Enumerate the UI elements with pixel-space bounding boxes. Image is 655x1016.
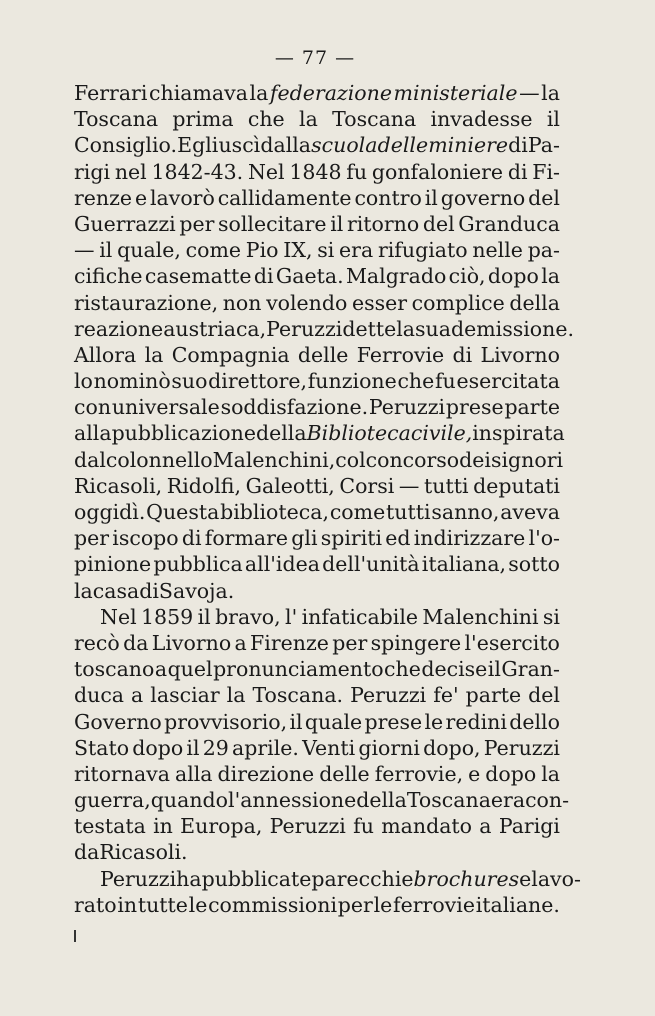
word: commissioni	[208, 892, 338, 917]
word: alla	[174, 761, 213, 786]
word: guerra,	[74, 788, 151, 813]
word: in	[153, 814, 173, 839]
word: dopo	[485, 761, 537, 786]
word: Stato	[74, 735, 130, 760]
word: il	[99, 238, 113, 263]
word: Europa,	[180, 814, 263, 839]
word: Biblioteca	[306, 421, 411, 446]
text-line	[74, 604, 560, 630]
word: Peruzzi	[100, 866, 177, 891]
word: Venti	[302, 735, 356, 760]
word: bravo,	[215, 604, 281, 629]
word: con	[74, 395, 112, 420]
word: duca	[74, 683, 125, 708]
word: dello	[509, 709, 560, 734]
word: nelle	[472, 238, 523, 263]
word: dopo	[132, 735, 184, 760]
word: Ridolfi,	[166, 473, 241, 498]
word: la	[144, 342, 164, 367]
word: —	[398, 473, 420, 498]
word: non	[222, 290, 262, 315]
word: a	[154, 657, 168, 682]
word: la	[541, 81, 560, 105]
word: sotto	[508, 552, 560, 577]
word: direttore,	[208, 369, 308, 394]
word: Ferrari	[74, 81, 148, 105]
word: uscì	[218, 133, 261, 158]
word: IX,	[283, 238, 313, 263]
word: pronunciamento	[213, 657, 384, 682]
word: la	[226, 683, 246, 708]
word: era	[490, 788, 526, 813]
word: federazione	[269, 81, 392, 105]
word: il	[289, 709, 303, 734]
word: e	[468, 761, 481, 786]
word: fe'	[433, 683, 459, 708]
word: fu	[434, 369, 456, 394]
word: il	[197, 604, 211, 629]
word: pubblicate	[201, 866, 312, 891]
word: ha	[176, 866, 202, 891]
text-line	[74, 316, 574, 342]
word: ritornava	[74, 761, 170, 786]
word: del	[422, 211, 455, 236]
word: iscopo	[112, 526, 179, 551]
word: Malenchini	[422, 604, 539, 629]
word: di	[507, 159, 528, 184]
word: Ferrovie	[356, 342, 445, 367]
word: Toscana.	[252, 683, 344, 708]
word: Peruzzi	[266, 316, 343, 341]
word: tutti	[386, 500, 431, 524]
word: la	[249, 81, 269, 105]
word: l'esercito	[464, 630, 560, 655]
word: aprile.	[232, 735, 299, 760]
word: dopo	[487, 264, 539, 289]
word: parecchie	[311, 866, 414, 891]
word: si	[542, 604, 560, 629]
word: sua	[415, 316, 451, 341]
word: oggidì.	[74, 500, 146, 524]
word: 1848	[289, 159, 342, 184]
word: a	[234, 630, 247, 655]
word: formare	[204, 526, 289, 551]
text-line	[74, 237, 560, 263]
word: parte	[465, 683, 522, 708]
word: come	[185, 238, 242, 263]
word: e	[519, 866, 532, 891]
word: casa	[92, 578, 140, 603]
word: di	[508, 133, 528, 158]
word: ciò,	[448, 264, 486, 289]
word: di	[452, 342, 473, 367]
word: chiamava	[149, 81, 248, 105]
word: Savoja.	[158, 578, 235, 603]
word: invadesse	[430, 107, 533, 132]
text-line	[74, 735, 560, 761]
word: Peruzzi	[368, 395, 446, 420]
word: era	[339, 238, 374, 263]
text-line	[74, 420, 565, 446]
word: del	[528, 185, 560, 210]
text-line	[74, 473, 560, 499]
text-line	[74, 368, 560, 394]
word: il	[546, 107, 560, 132]
word: l'annessione	[228, 788, 357, 813]
word: Fi-	[532, 159, 560, 184]
text-line	[74, 80, 560, 106]
word: di	[181, 526, 202, 551]
word: Governo	[74, 709, 162, 734]
word: Allora	[74, 342, 137, 367]
word: Nel	[247, 159, 285, 184]
word: spiriti	[320, 526, 383, 551]
word: la	[74, 578, 93, 603]
word: Parigi	[498, 814, 560, 839]
word: tutte	[137, 892, 188, 917]
word: gli	[291, 526, 318, 551]
word: quando	[150, 788, 229, 813]
word: quel	[167, 657, 213, 682]
word: spingere	[370, 630, 462, 655]
word: Nel	[100, 604, 137, 629]
word: la	[396, 316, 415, 341]
text-line	[74, 892, 560, 918]
word: dell'unità	[322, 552, 420, 577]
word: lavo-	[531, 866, 581, 891]
text-line	[74, 813, 560, 839]
margin-mark	[74, 930, 76, 942]
word: della	[255, 421, 307, 446]
word: delle	[377, 133, 429, 158]
text-line	[74, 761, 560, 787]
word: contro	[354, 185, 422, 210]
text-line	[74, 866, 581, 892]
word: Toscana	[332, 107, 417, 132]
word: pinione	[74, 552, 152, 577]
word: ferrovie	[393, 892, 475, 917]
word: Compagnia	[171, 342, 290, 367]
word: delle	[297, 342, 349, 367]
word: pubblica	[153, 552, 243, 577]
word: mandato	[381, 814, 472, 839]
word: l'	[285, 604, 298, 629]
word: —	[519, 81, 540, 105]
word: dei	[459, 447, 491, 472]
word: il	[330, 211, 344, 236]
word: le	[188, 892, 208, 917]
word: della	[356, 788, 407, 813]
word: per	[179, 211, 215, 236]
word: provvisorio,	[164, 709, 288, 734]
word: che	[397, 369, 435, 394]
text-line	[74, 499, 560, 525]
word: tutti	[424, 473, 469, 498]
word: ritorno	[346, 211, 420, 236]
word: dopo,	[423, 735, 481, 760]
text-line	[74, 342, 560, 368]
word: da	[74, 840, 100, 865]
word: dal	[74, 447, 106, 472]
word: che	[247, 107, 285, 132]
text-line	[74, 787, 570, 813]
word: il	[487, 657, 501, 682]
word: la	[541, 761, 560, 786]
word: esercitata	[456, 369, 560, 394]
word: come	[329, 500, 386, 524]
word: Peruzzi	[483, 735, 560, 760]
word: prese	[364, 709, 423, 734]
word: universale	[111, 395, 220, 420]
text-line	[74, 159, 560, 185]
word: soddisfazione.	[220, 395, 369, 420]
word: civile,	[410, 421, 473, 446]
word: Ricasoli,	[74, 473, 163, 498]
text-line	[74, 630, 560, 656]
word: lo	[74, 369, 93, 394]
word: Ricasoli.	[99, 840, 188, 865]
word: Toscana	[74, 107, 159, 132]
word: ristaurazione,	[74, 290, 219, 315]
word: Malgrado	[345, 264, 447, 289]
word: prima	[172, 107, 234, 132]
word: Malenchini,	[212, 447, 336, 472]
word: dette	[342, 316, 397, 341]
word: aveva	[500, 500, 560, 524]
text-line	[74, 394, 560, 420]
text-line	[74, 185, 560, 211]
word: alla	[74, 421, 112, 446]
word: gonfaloniere	[371, 159, 504, 184]
word: toscano	[74, 657, 155, 682]
word: rigi	[74, 159, 111, 184]
word: sanno,	[431, 500, 500, 524]
word: Livorno	[151, 630, 232, 655]
word: biblioteca,	[220, 500, 329, 524]
word: ferrovie,	[374, 761, 464, 786]
word: le	[424, 709, 444, 734]
word: la	[541, 264, 560, 289]
text-line	[74, 447, 564, 473]
word: Pio	[245, 238, 279, 263]
word: demissione.	[450, 316, 574, 341]
word: nominò	[93, 369, 171, 394]
word: Galeotti,	[245, 473, 335, 498]
word: 29	[202, 735, 229, 760]
text-line	[74, 132, 560, 158]
word: funzione	[307, 369, 397, 394]
word: si	[317, 238, 335, 263]
word: 1859	[141, 604, 194, 629]
word: Livorno	[480, 342, 560, 367]
word: 1842-43.	[151, 159, 244, 184]
word: a	[479, 814, 492, 839]
word: miniere	[428, 133, 509, 158]
word: direzione	[217, 761, 315, 786]
word: per	[74, 526, 110, 551]
word: lasciar	[150, 683, 220, 708]
word: di	[139, 578, 159, 603]
word: Firenze	[250, 630, 329, 655]
word: e	[134, 185, 148, 210]
page-number: — 77 —	[274, 47, 356, 69]
word: austriaca,	[163, 316, 267, 341]
word: da	[123, 630, 149, 655]
word: Corsi	[339, 473, 395, 498]
word: il	[186, 735, 200, 760]
word: Granduca	[458, 211, 560, 236]
word: italiana,	[421, 552, 507, 577]
word: decise	[421, 657, 488, 682]
word: recò	[74, 630, 120, 655]
word: la	[299, 107, 318, 132]
word: pubblicazione	[111, 421, 256, 446]
word: con-	[525, 788, 570, 813]
word: di	[253, 264, 274, 289]
word: le	[373, 892, 393, 917]
text-line	[74, 656, 560, 682]
word: fu	[346, 159, 368, 184]
text-line	[74, 525, 560, 551]
text-line	[74, 839, 560, 865]
word: del	[528, 683, 560, 708]
word: Toscana	[406, 788, 491, 813]
word: scuola	[311, 133, 378, 158]
word: giorni	[358, 735, 420, 760]
text-line	[74, 682, 560, 708]
word: quale,	[117, 238, 181, 263]
word: il	[424, 185, 438, 210]
word: prese	[445, 395, 504, 420]
word: Questa	[146, 500, 220, 524]
word: pa-	[527, 238, 560, 263]
body-text	[74, 80, 581, 918]
word: per	[332, 630, 368, 655]
word: indirizzare	[413, 526, 526, 551]
word: concorso	[365, 447, 460, 472]
text-line	[74, 106, 560, 132]
word: redini	[445, 709, 507, 734]
word: esser	[351, 290, 408, 315]
word: renze	[74, 185, 133, 210]
word: signori	[490, 447, 564, 472]
word: all'idea	[244, 552, 320, 577]
text-line	[74, 578, 560, 604]
word: volendo	[266, 290, 348, 315]
word: l'o-	[528, 526, 560, 551]
word: complice	[411, 290, 505, 315]
word: delle	[319, 761, 370, 786]
word: Peruzzi	[350, 683, 427, 708]
text-line	[74, 551, 560, 577]
word: Pa-	[527, 133, 560, 158]
word: governo	[440, 185, 526, 210]
word: quale	[304, 709, 363, 734]
word: fu	[353, 814, 374, 839]
word: callidamente	[217, 185, 352, 210]
word: per	[337, 892, 373, 917]
word: brochures	[413, 866, 520, 891]
word: infaticabile	[301, 604, 419, 629]
text-line	[74, 263, 560, 289]
word: lavorò	[149, 185, 215, 210]
word: rifugiato	[377, 238, 468, 263]
word: Gaeta.	[275, 264, 344, 289]
word: a	[131, 683, 144, 708]
word: col	[335, 447, 366, 472]
word: rato	[74, 892, 117, 917]
word: Consiglio.	[74, 133, 178, 158]
word: sollecitare	[218, 211, 327, 236]
word: deputati	[473, 473, 560, 498]
word: dalla	[260, 133, 312, 158]
word: ed	[385, 526, 411, 551]
word: colonnello	[105, 447, 213, 472]
word: suo	[171, 369, 208, 394]
word: inspirata	[472, 421, 565, 446]
text-line	[74, 709, 560, 735]
word: ministeriale	[393, 81, 518, 105]
word: della	[509, 290, 560, 315]
word: Guerrazzi	[74, 211, 176, 236]
word: testata	[74, 814, 146, 839]
word: che	[384, 657, 421, 682]
word: italiane.	[475, 892, 560, 917]
text-line	[74, 211, 560, 237]
word: —	[74, 238, 95, 263]
word: cifiche	[74, 264, 143, 289]
word: reazione	[74, 316, 164, 341]
word: nel	[114, 159, 147, 184]
word: parte	[504, 395, 560, 420]
word: Gran-	[501, 657, 560, 682]
word: casematte	[144, 264, 252, 289]
word: in	[117, 892, 138, 917]
text-line	[74, 290, 560, 316]
word: Peruzzi	[269, 814, 346, 839]
word: Egli	[177, 133, 219, 158]
